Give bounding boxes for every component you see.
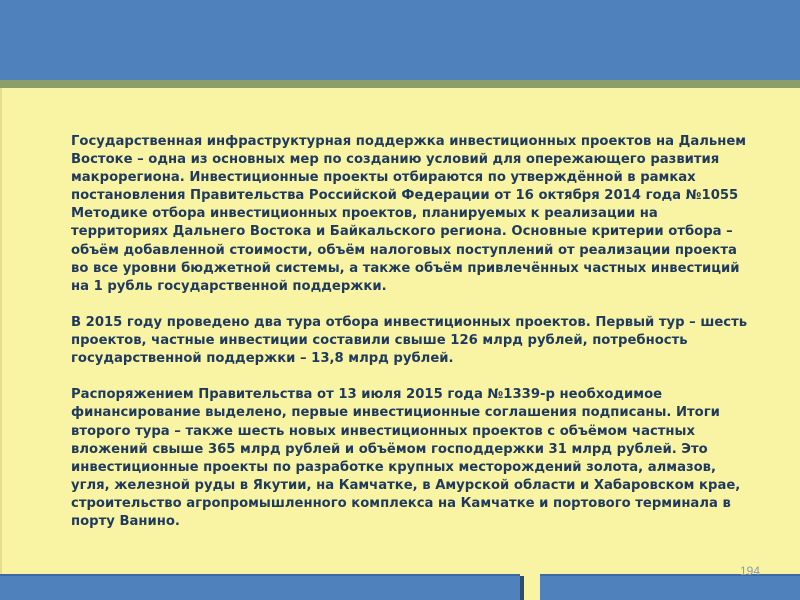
- paragraph-support-intro: Государственная инфраструктурная поддержка инвестиционных проектов на Дальнем Востоке – одна из основных мер по созданию условий для опережающего развития макрорегиона. Инвестиционные проекты отбираются по утверждённой в рамках постановления Правительства Российской Федерации от 16 октября 2014 года №1055 Методике отбора инвестиционных проектов, планируемых к реализации на территориях Дальнего Востока и Байкальского региона. Основные критерии отбора – объём добавленной стоимости, объём налоговых поступлений от реализации проекта во все уровни бюджетной системы, а также объём привлечённых частных инвестиций на 1 рубль государственной поддержки.: [71, 134, 747, 294]
- footer-bar: [0, 576, 520, 600]
- page-number: 194: [739, 564, 760, 578]
- paragraph-2015-tours: В 2015 году проведено два тура отбора инвестиционных проектов. Первый тур – шесть проектов, частные инвестиции составили свыше 126 млрд рублей, потребность государственной поддержки – 13,8 млрд рублей.: [71, 314, 748, 367]
- header-stripe: [0, 80, 800, 88]
- slide-body: [71, 133, 751, 531]
- footer-bar-right: [540, 576, 800, 600]
- left-edge-divider: [0, 88, 2, 578]
- paragraph-government-order: Распоряжением Правительства от 13 июля 2015 года №1339-р необходимое финансирование выделено, первые инвестиционные соглашения подписаны. Итоги второго тура – также шесть новых инвестиционных проектов с объёмом частных вложений свыше 365 млрд рублей и объёмом господдержки 31 млрд рублей. Это инвестиционные проекты по разработке крупных месторождений золота, алмазов, угля, железной руды в Якутии, на Камчатке, в Амурской области и Хабаровском крае, строительство агропромышленного комплекса на Камчатке и портового терминала в порту Ванино.: [71, 387, 741, 529]
- header-band: [0, 0, 800, 80]
